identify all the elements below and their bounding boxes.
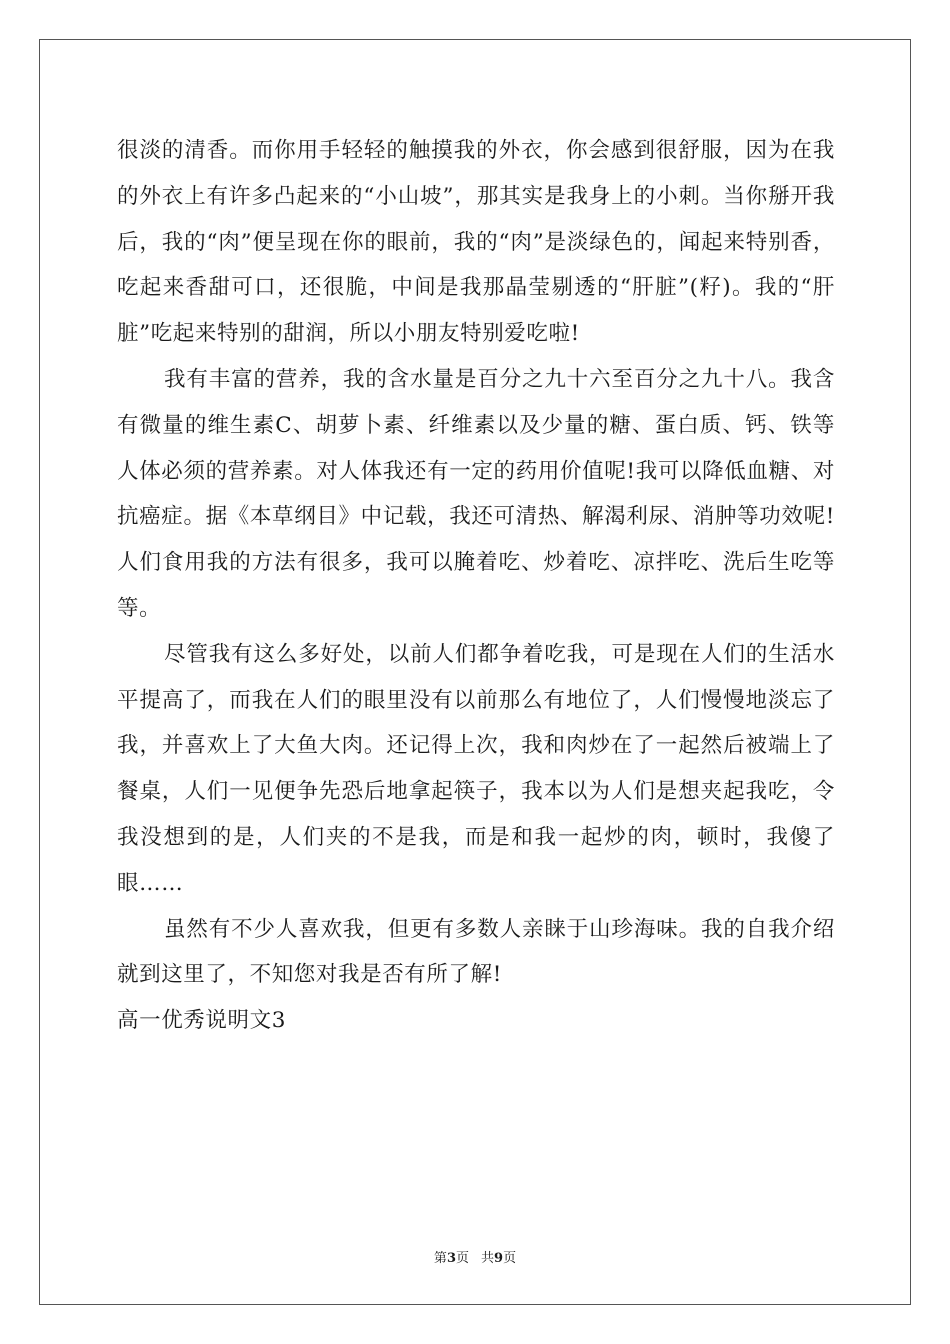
- paragraph-1: 很淡的清香。而你用手轻轻的触摸我的外衣，你会感到很舒服，因为在我的外衣上有许多凸起来的“小山坡”，那其实是我身上的小刺。当你掰开我后，我的“肉”便呈现在你的眼前，我的“肉”是淡绿色的，闻起来特别香，吃起来香甜可口，还很脆，中间是我那晶莹剔透的“肝脏”(籽)。我的“肝脏”吃起来特别的甜润，所以小朋友特别爱吃啦!: [117, 138, 835, 347]
- page-footer: [0, 1247, 950, 1266]
- paragraph-2: 我有丰富的营养，我的含水量是百分之九十六至百分之九十八。我含有微量的维生素C、胡萝卜素、纤维素以及少量的糖、蛋白质、钙、铁等人体必须的营养素。对人体我还有一定的药用价值呢!我可以降低血糖、对抗癌症。据《本草纲目》中记载，我还可清热、解渴利尿、消肿等功效呢!人们食用我的方法有很多，我可以腌着吃、炒着吃、凉拌吃、洗后生吃等等。: [117, 366, 835, 621]
- total-suffix: 页: [503, 1251, 517, 1266]
- paragraph-3: 尽管我有这么多好处，以前人们都争着吃我，可是现在人们的生活水平提高了，而我在人们的眼里没有以前那么有地位了，人们慢慢地淡忘了我，并喜欢上了大鱼大肉。还记得上次，我和肉炒在了一起然后被端上了餐桌，人们一见便争先恐后地拿起筷子，我本以为人们是想夹起我吃，令我没想到的是，人们夹的不是我，而是和我一起炒的肉，顿时，我傻了眼……: [117, 641, 835, 896]
- page-prefix: 第: [433, 1251, 447, 1266]
- paragraph-4: 虽然有不少人喜欢我，但更有多数人亲睐于山珍海味。我的自我介绍就到这里了，不知您对我是否有所了解!: [117, 916, 835, 988]
- page-current-number: 3: [446, 1251, 456, 1266]
- page-total-number: 9: [494, 1251, 504, 1266]
- page-suffix: 页: [455, 1251, 469, 1266]
- document-body: [117, 128, 835, 1044]
- section-heading: 高一优秀说明文3: [117, 1008, 286, 1034]
- total-prefix: 共: [481, 1251, 495, 1266]
